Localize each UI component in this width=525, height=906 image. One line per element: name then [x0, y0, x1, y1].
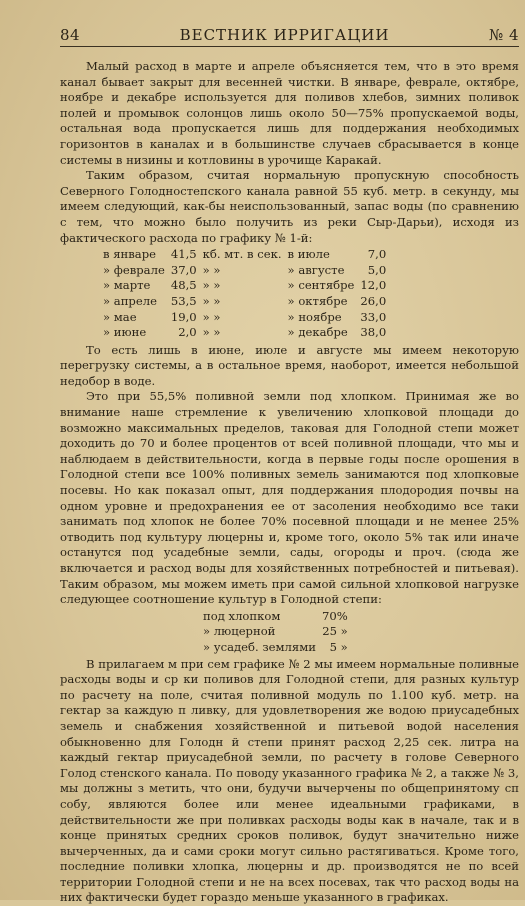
- paragraph: Это при 55,5% поливной земли под хлопком. Принимая же во внимание наше стремление к увеличению хлопковой площади до возможно максимальных пределов, таковая для Голодной степи может доходить до 70 и более процентов от всей поливной площади, что мы и наблюдаем в действительности, когда в первые годы после орошения в Голодной степи все 100% поливных земель занимаются под хлопковые посевы. Но как показал опыт, для поддержания плодородия почвы на одном уровне и предохранения ее от засоления необходимо все таки занимать под хлопок не более 70% посевной площади и не менее 25% отводить под культуру люцерны и, кроме того, около 5% так или иначе останутся под усадебные земли, сады, огороды и проч. (сюда же включается и расход воды для хозяйственных потребностей и питьевая). Таким образом, мы можем иметь при самой сильной хлопковой нагрузке следующее соотношение культур в Голодной степи:: [60, 389, 519, 607]
- value-cell: 7,0: [367, 247, 387, 262]
- value-cell: 41,5: [170, 247, 197, 262]
- paragraph: В прилагаем м при сем графике № 2 мы имеем нормальные поливные расходы воды и ср ки поливов для Голодной степи, для разных культур по расчету на поле, считая поливной модуль по 1.100 куб. метр. на гектар за каждую п ливку, для удовлетворения же водою приусадебных земель и снабжения хозяйственной и питьевой водой населения обыкновенно для Голодн й степи принят расход 2,25 сек. литра на каждый гектар приусадебной земли, по расчету в голове Северного Голод стенского канала. По поводу указанного графика № 2, а также № 3, мы должны з метить, что они, будучи вычерчены по общепринятому сп собу, являются более или менее идеальными графиками, в действительности же при поливках расходы воды как в начале, так и в конце принятых средних сроков поливок, будут значительно ниже вычерченных, да и сами сроки могут сильно растягиваться. Кроме того, последние поливки хлопка, люцерны и др. производятся не по всей территории Голодной степи и не на всех посевах, так что расход воды на них фактически будет гораздо меньше указанного в графиках.: [60, 656, 519, 905]
- table-row: [100, 310, 389, 326]
- table-row: [100, 278, 389, 294]
- month-cell: » мае: [103, 309, 137, 324]
- month-cell: » ноябре: [287, 309, 342, 324]
- crop-cell: » люцерной: [203, 624, 276, 639]
- percent-cell: 25 »: [322, 624, 348, 639]
- month-cell: » феврале: [103, 262, 165, 277]
- value-cell: 38,0: [360, 325, 387, 340]
- value-cell: 26,0: [360, 293, 387, 308]
- value-cell: 33,0: [360, 309, 387, 324]
- crop-cell: » усадеб. землями: [203, 639, 316, 654]
- unit-cell: кб. мт. в сек.: [202, 247, 282, 262]
- table-row: [200, 624, 351, 640]
- unit-cell: » »: [202, 293, 221, 308]
- crop-ratio-table: [200, 609, 351, 656]
- table-row: [200, 640, 351, 656]
- paragraph: То есть лишь в июне, июле и августе мы имеем некоторую перегрузку системы, а в остальное время, наоборот, имеется небольшой недобор в воде.: [60, 342, 519, 388]
- month-cell: » октябре: [287, 293, 348, 308]
- month-cell: в июле: [287, 247, 330, 262]
- value-cell: 12,0: [360, 278, 387, 293]
- monthly-water-table: [100, 247, 389, 341]
- unit-cell: » »: [202, 309, 221, 324]
- value-cell: 19,0: [170, 309, 197, 324]
- paragraph: Малый расход в марте и апреле объясняется тем, что в это время канал бывает закрыт для весенней чистки. В январе, феврале, октябре, ноябре и декабре используется для поливов хлебов, зимних поливок полей и промывок солонцов лишь около 50—75% пропускаемой воды, остальная вода пропускается лишь для поддержания необходимых горизонтов в каналах и в большинстве случаев сбрасывается в конце системы в низины и котловины в урочище Каракай.: [60, 59, 519, 167]
- percent-cell: 5 »: [329, 639, 348, 654]
- month-cell: » декабре: [287, 325, 348, 340]
- month-cell: » августе: [287, 262, 345, 277]
- table-row: [100, 294, 389, 310]
- unit-cell: » »: [202, 278, 221, 293]
- month-cell: » марте: [103, 278, 151, 293]
- unit-cell: » »: [202, 262, 221, 277]
- table-row: [100, 247, 389, 263]
- month-cell: в январе: [103, 247, 156, 262]
- crop-cell: под хлопком: [203, 608, 281, 623]
- unit-cell: » »: [202, 325, 221, 340]
- issue-number: № 4: [488, 26, 519, 44]
- paragraph: Таким образом, считая нормальную пропускную способность Северного Голодностепского канала равной 55 куб. метр. в секунду, мы имеем следующий, как-бы неиспользованный, запас воды (по сравнению с тем, что можно было получить из реки Сыр-Дарьи), исходя из фактического расхода по графику № 1-й:: [60, 168, 519, 245]
- running-header: [60, 26, 519, 47]
- month-cell: » апреле: [103, 293, 157, 308]
- value-cell: 2,0: [178, 325, 197, 340]
- table-row: [200, 609, 351, 625]
- page-number: 84: [60, 26, 81, 44]
- value-cell: 37,0: [170, 262, 197, 277]
- value-cell: 5,0: [367, 262, 387, 277]
- value-cell: 48,5: [170, 278, 197, 293]
- month-cell: » июне: [103, 325, 147, 340]
- percent-cell: 70%: [321, 608, 348, 623]
- table-row: [100, 263, 389, 279]
- value-cell: 53,5: [170, 293, 197, 308]
- journal-title: ВЕСТНИК ИРРИГАЦИИ: [179, 26, 390, 44]
- month-cell: » сентябре: [287, 278, 355, 293]
- table-row: [100, 325, 389, 341]
